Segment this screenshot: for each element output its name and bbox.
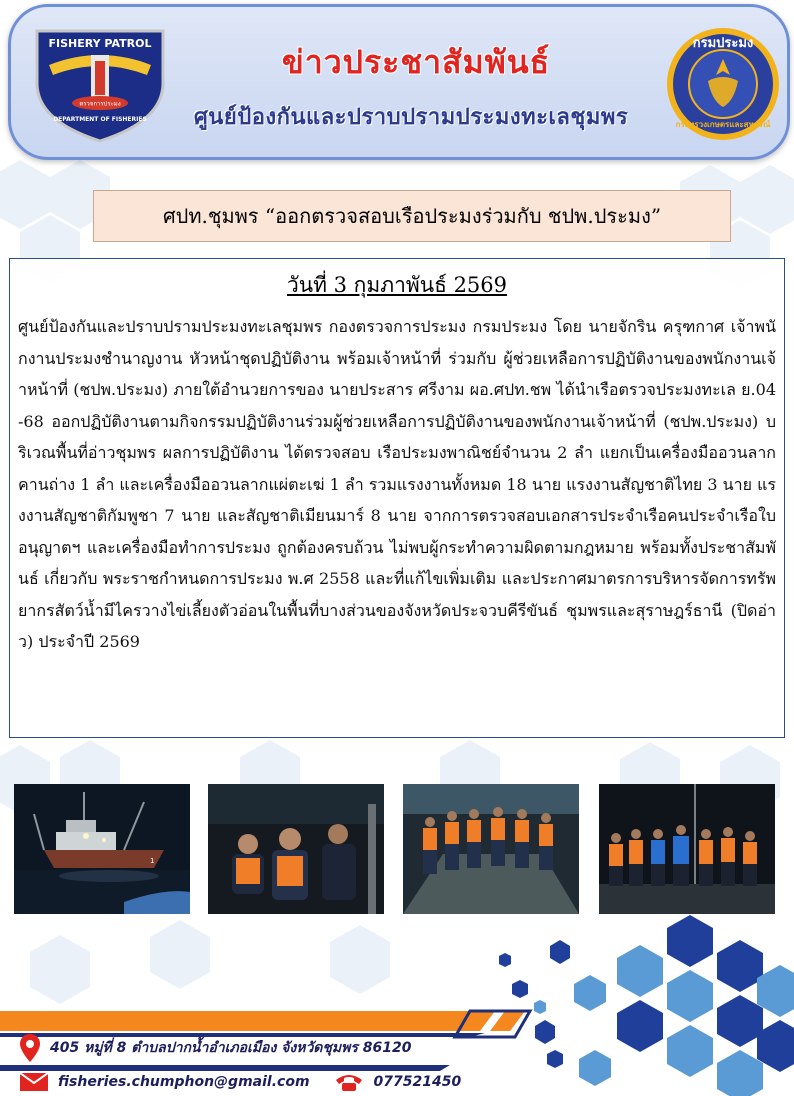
header-title: ข่าวประชาสัมพันธ์ [281,43,551,81]
fishing-boat-at-night-photo [14,784,190,914]
footer-address-line [20,1034,411,1062]
footer-email[interactable]: fisheries.chumphon@gmail.com [58,1074,310,1090]
department-of-fisheries-seal-icon [664,25,782,143]
photo-officers-on-deck [208,784,384,914]
fishery-patrol-badge-icon [29,25,171,145]
telephone-icon [334,1072,364,1092]
seal-bottom-text: กระทรวงเกษตรและสหกรณ์ [675,120,771,129]
team-group-photo [599,784,775,914]
header-subtitle: ศูนย์ป้องกันและปราบปรามประมงทะเลชุมพร [193,105,629,130]
email-envelope-icon [20,1073,48,1091]
footer-contact-line [20,1072,461,1092]
seal-top-text: กรมประมง [692,36,754,51]
article-date: วันที่ 3 กุมภาพันธ์ 2569 [286,273,508,297]
photo-fishing-boat [14,784,190,914]
officers-on-deck-photo [208,784,384,914]
footer-address: 405 หมู่ที่ 8 ตำบลปากน้ำอำเภอเมือง จังหวัดชุมพร 86120 [50,1040,412,1056]
header-banner [8,4,790,160]
news-headline: ศปท.ชุมพร “ออกตรวจสอบเรือประมงร่วมกับ ชปพ.ประมง” [93,190,731,242]
crew-in-lifevests-photo [403,784,579,914]
article-box [9,258,785,738]
footer-phone-group [334,1072,462,1092]
patrol-badge-top-text: FISHERY PATROL [48,37,152,50]
photo-team-group [599,784,775,914]
location-pin-icon [20,1034,40,1062]
photo-crew-in-lifevests [403,784,579,914]
article-body: ศูนย์ป้องกันและปราบปรามประมงทะเลชุมพร กองตรวจการประมง กรมประมง โดย นายจักริน ครุฑกาศ เจ้าพนักงานประมงชำนาญงาน หัวหน้าชุดปฏิบัติงาน พร้อมเจ้าหน้าที่ ร่วมกับ ผู้ช่วยเหลือการปฏิบัติงานของพนักงานเจ้าหน้าที่ (ชปพ.ประมง) ภายใต้อำนวยการของ นายประสาร ศรีงาม ผอ.ศปท.ชพ ได้นำเรือตรวจประมงทะเล ย.04-68 ออกปฏิบัติงานตามกิจกรรมปฏิบัติงานร่วมผู้ช่วยเหลือการปฏิบัติงานของพนักงานเจ้าหน้าที่ (ชปพ.ประมง) บริเวณพื้นที่อ่าวชุมพร ผลการปฏิบัติงาน ได้ตรวจสอบ เรือประมงพาณิชย์จำนวน 2 ลำ แยกเป็นเครื่องมืออวนลากคานถ่าง 1 ลำ และเครื่องมืออวนลากแผ่ตะเฆ่ 1 ลำ รวมแรงงานทั้งหมด 18 นาย แรงงานสัญชาติไทย 3 นาย แรงงานสัญชาติกัมพูชา 7 นาย และสัญชาติเมียนมาร์ 8 นาย จากการตรวจสอบเอกสารประจำเรือคนประจำเรือใบอนุญาตฯ และเครื่องมือทำการประมง ถูกต้องครบถ้วน ไม่พบผู้กระทำความผิดตามกฎหมาย พร้อมทั้งประชาสัมพันธ์ เกี่ยวกับ พระราชกำหนดการประมง พ.ศ 2558 และที่แก้ไขเพิ่มเติม และประกาศมาตรการบริหารจัดการทรัพยากรสัตว์น้ำมีไครวางไข่เลี้ยงตัวอ่อนในพื้นที่บางส่วนของจังหวัดประจวบคีรีขันธ์ ชุมพรและสุราษฎร์ธานี (ปิดอ่าว) ประจำปี 2569 [18,317,776,651]
boat-number-text: 1 [150,857,155,865]
patrol-badge-mid-text: ตรวจการประมง [79,100,121,108]
patrol-badge-bottom-text: DEPARTMENT OF FISHERIES [53,116,147,123]
footer-phone[interactable]: 077521450 [373,1074,462,1090]
